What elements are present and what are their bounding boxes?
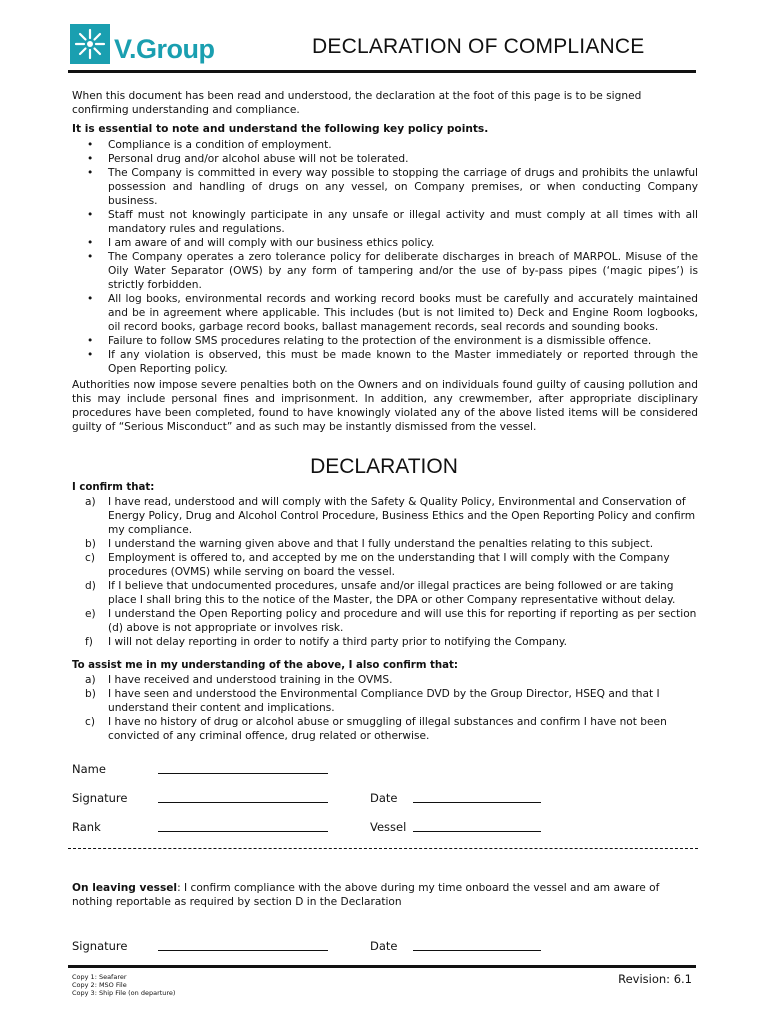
leaving-signature-label: Signature [72, 939, 128, 953]
vessel-label: Vessel [370, 820, 407, 834]
list-item: • The Company is committed in every way possible to stopping the carriage of drugs and prohibits the unlawful possession and handling of drugs on any vessel, on Company premises, or when conducting Company business. [72, 166, 698, 208]
assist-list [72, 673, 698, 743]
list-item [72, 673, 698, 687]
key-points-heading: It is essential to note and understand the following key policy points. [72, 123, 489, 135]
list-item: • I am aware of and will comply with our business ethics policy. [72, 236, 698, 250]
authorities-paragraph: Authorities now impose severe penalties both on the Owners and on individuals found guilty of causing pollution and this may include personal fines and imprisonment. In addition, any crewmember, after appropriate disciplinary procedures have been completed, found to have knowingly violated any of the above listed items will be considered guilty of “Serious Misconduct” and as such may be instantly dismissed from the vessel. [72, 379, 698, 433]
cut-line-divider [68, 848, 698, 849]
vessel-field[interactable] [413, 831, 541, 832]
list-item-text: I have received and understood training in the OVMS. [108, 674, 393, 686]
list-item-text: Employment is offered to, and accepted by me on the understanding that I will comply with the Company procedures (OVMS) while serving on board the vessel. [108, 552, 670, 578]
vgroup-logo [70, 24, 230, 68]
rank-field[interactable] [158, 831, 328, 832]
leaving-date-label: Date [370, 939, 398, 953]
leaving-signature-field[interactable] [158, 950, 328, 951]
leaving-vessel-statement [72, 881, 702, 909]
footer-divider [68, 965, 696, 968]
copy-line: Copy 1: Seafarer [72, 973, 127, 981]
list-marker: e) [85, 608, 96, 620]
list-marker: b) [85, 688, 96, 700]
list-item [72, 715, 698, 743]
list-item [72, 551, 698, 579]
leaving-vessel-text: : I confirm compliance with the above during my time onboard the vessel and am aware of nothing reportable as required by section D in the Declaration [72, 882, 660, 908]
key-points-list [72, 138, 698, 376]
date-label: Date [370, 791, 398, 805]
confirm-heading: I confirm that: [72, 482, 155, 493]
list-item-text: I have read, understood and will comply with the Safety & Quality Policy, Environmental and Conservation of Energy Policy, Drug and Alcohol Control Procedure, Business Ethics and the Open Reporting Policy and confirm my compliance. [108, 496, 696, 536]
list-item [72, 607, 698, 635]
declaration-title: DECLARATION [310, 455, 458, 478]
list-item [72, 537, 698, 551]
list-item [72, 635, 698, 649]
starburst-logo-icon [70, 24, 110, 64]
list-item [72, 495, 698, 537]
list-item: • The Company operates a zero tolerance policy for deliberate discharges in breach of MARPOL. Misuse of the Oily Water Separator (OWS) by any form of tampering and/or the use of by-pass pipes (‘magic pipes’) is strictly forbidden. [72, 250, 698, 292]
leaving-date-field[interactable] [413, 950, 541, 951]
list-item-text: If I believe that undocumented procedures, unsafe and/or illegal practices are being followed or are taking place I shall bring this to the notice of the Master, the DPA or other Company representative without delay. [108, 580, 676, 606]
intro-paragraph: When this document has been read and understood, the declaration at the foot of this page is to be signed confirming understanding and compliance. [72, 90, 642, 116]
rank-label: Rank [72, 820, 101, 834]
copy-line: Copy 2: MSO File [72, 981, 127, 989]
assist-heading: To assist me in my understanding of the above, I also confirm that: [72, 660, 458, 671]
leaving-vessel-label: On leaving vessel [72, 882, 178, 894]
list-marker: b) [85, 538, 96, 550]
list-item-text: I understand the warning given above and that I fully understand the penalties relating to this subject. [108, 538, 654, 550]
list-item: • Personal drug and/or alcohol abuse will not be tolerated. [72, 152, 698, 166]
list-item-text: I have seen and understood the Environmental Compliance DVD by the Group Director, HSEQ and that I understand their content and implications. [108, 688, 660, 714]
date-field[interactable] [413, 802, 541, 803]
list-item-text: I understand the Open Reporting policy and procedure and will use this for reporting if reporting as per section (d) above is not appropriate or involves risk. [108, 608, 697, 634]
document-title: DECLARATION OF COMPLIANCE [312, 35, 645, 58]
list-marker: a) [85, 674, 96, 686]
signature-label: Signature [72, 791, 128, 805]
revision-label: Revision: 6.1 [618, 972, 692, 986]
list-marker: c) [85, 552, 95, 564]
list-marker: f) [85, 636, 93, 648]
list-marker: a) [85, 496, 96, 508]
list-item: • All log books, environmental records and working record books must be carefully and accurately maintained and be in agreement where applicable. This includes (but is not limited to) Deck and Engine Room logbooks, oil record books, garbage record books, ballast management records, seal records and sounding books. [72, 292, 698, 334]
confirm-list [72, 495, 698, 649]
list-item: • Failure to follow SMS procedures relating to the protection of the environment is a dismissible offence. [72, 334, 698, 348]
list-item-text: I have no history of drug or alcohol abuse or smuggling of illegal substances and confirm I have not been convicted of any criminal offence, drug related or otherwise. [108, 716, 667, 742]
list-marker: c) [85, 716, 95, 728]
name-label: Name [72, 762, 106, 776]
header-divider [68, 70, 696, 73]
list-item: • Compliance is a condition of employment. [72, 138, 698, 152]
list-item: • Staff must not knowingly participate in any unsafe or illegal activity and must comply at all times with all mandatory rules and regulations. [72, 208, 698, 236]
list-item-text: I will not delay reporting in order to notify a third party prior to notifying the Company. [108, 636, 567, 648]
signature-field[interactable] [158, 802, 328, 803]
name-field[interactable] [158, 773, 328, 774]
list-marker: d) [85, 580, 96, 592]
list-item [72, 579, 698, 607]
brand-name: V.Group [114, 34, 215, 64]
list-item [72, 687, 698, 715]
copy-line: Copy 3: Ship File (on departure) [72, 989, 176, 997]
copy-distribution [72, 973, 175, 997]
list-item: • If any violation is observed, this must be made known to the Master immediately or reported through the Open Reporting policy. [72, 348, 698, 376]
